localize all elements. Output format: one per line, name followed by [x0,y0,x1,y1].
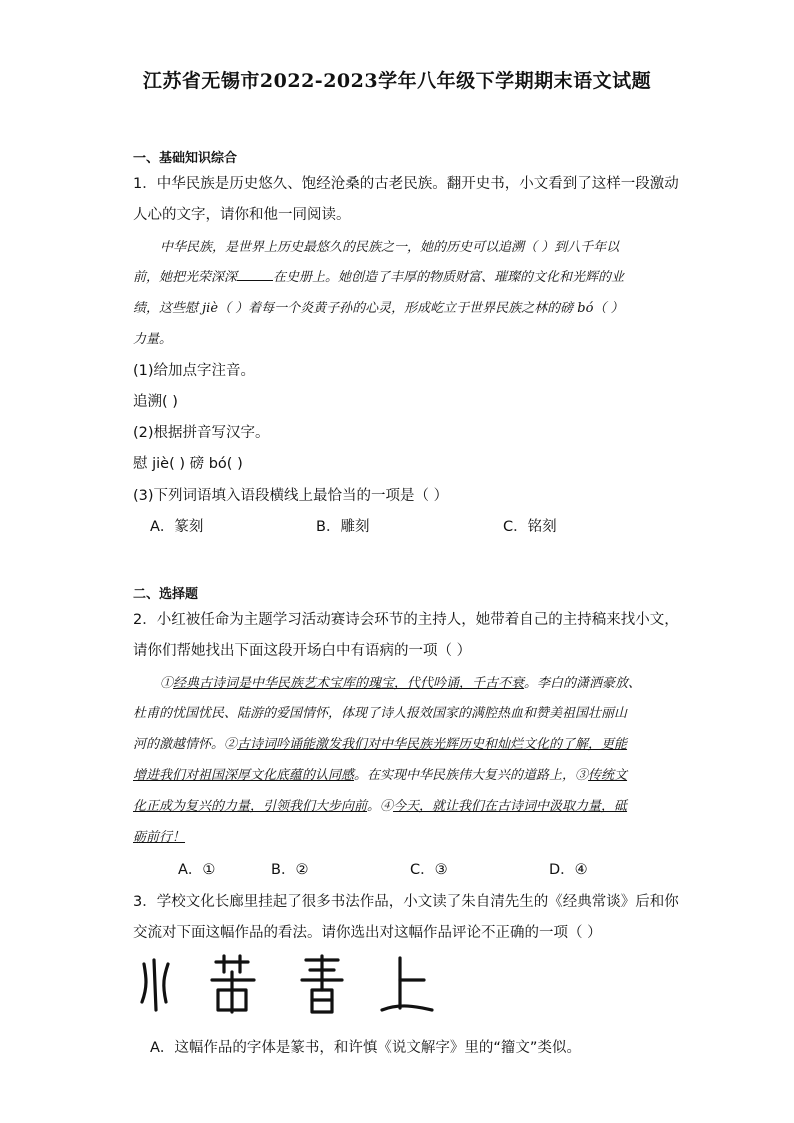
q2-passage-line1-rest: 。李白的潇洒豪放、 [524,676,642,691]
fill-blank-line [237,280,273,281]
q1-passage-line2 [133,266,624,285]
q1-option-a[interactable]: A．篆刻 [150,519,204,535]
q2-sentence-4-cont: 砺前行！ [133,830,186,845]
q2-option-b[interactable]: B．② [271,862,309,878]
q2-passage-line5 [133,795,627,814]
q2-sentence-2: 古诗词吟诵能激发我们对中华民族光辉历史和灿烂文化的了解，更能 [237,737,628,752]
q1-sub2-answer: 慰 jiè( ) 磅 bó( ) [133,456,243,472]
q2-sentence-4: 今天，就让我们在古诗词中汲取力量，砥 [393,799,628,814]
section-heading-2: 二、选择题 [133,587,199,602]
q2-option-d[interactable]: D．④ [549,862,588,878]
q1-passage-line2-b: 在史册上。她创造了丰厚的物质财富、璀璨的文化和光辉的业 [273,270,625,285]
q1-sub3: (3)下列词语填入语段横线上最恰当的一项是（ ） [133,488,449,504]
q2-passage-line4-b: 。在实现中华民族伟大复兴的道路上，③ [354,768,589,783]
q2-passage-line3-a: 河的激越情怀。② [133,737,238,752]
q2-sentence-3-cont: 化正成为复兴的力量，引领我们大步向前 [133,799,368,814]
q1-sub1-answer: 追溯( ) [133,394,178,410]
q3-stem-line1: 3．学校文化长廊里挂起了很多书法作品，小文读了朱自清先生的《经典常谈》后和你 [133,894,679,910]
q1-stem-line1: 1．中华民族是历史悠久、饱经沧桑的古老民族。翻开史书，小文看到了这样一段激动 [133,176,679,192]
q1-sub1: (1)给加点字注音。 [133,363,256,379]
q2-stem-line1: 2．小红被任命为主题学习活动赛诗会环节的主持人，她带着自己的主持稿来找小文， [133,612,679,628]
section-heading-1: 一、基础知识综合 [133,151,238,166]
q3-stem-line2: 交流对下面这幅作品的看法。请你选出对这幅作品评论不正确的一项（ ） [133,925,602,941]
q2-passage-line3 [133,733,627,752]
seal-script-calligraphy-image [132,950,442,1022]
q2-sentence-3: 传统文 [588,768,628,783]
q1-stem-line2: 人心的文字，请你和他一同阅读。 [133,207,351,223]
q2-passage-line5-b: 。④ [367,799,394,814]
q2-passage-line4 [133,764,627,783]
q2-option-c[interactable]: C．③ [410,862,448,878]
q1-option-b[interactable]: B．雕刻 [316,519,370,535]
q1-passage-line4: 力量。 [133,332,173,347]
q2-passage-line1-mark: ① [160,676,174,691]
q2-sentence-2-cont: 增进我们对祖国深厚文化底蕴的认同感 [133,768,355,783]
q2-stem-line2: 请你们帮她找出下面这段开场白中有语病的一项（ ） [133,643,472,659]
q1-passage-line2-a: 前，她把光荣深深 [133,270,238,285]
q2-option-a[interactable]: A．① [178,862,216,878]
page-title: 江苏省无锡市2022-2023学年八年级下学期期末语文试题 [142,70,652,92]
q2-sentence-1: 经典古诗词是中华民族艺术宝库的瑰宝，代代吟诵，千古不衰 [173,676,525,691]
q2-passage-line6 [133,826,185,845]
q2-passage-line1 [160,672,641,691]
q3-option-a[interactable]: A．这幅作品的字体是篆书，和许慎《说文解字》里的“籀文”类似。 [150,1040,581,1056]
q2-passage-line2: 杜甫的忧国忧民、陆游的爱国情怀，体现了诗人报效国家的满腔热血和赞美祖国壮丽山 [133,706,628,721]
q1-passage-line3: 绩，这些慰 jiè（ ）着每一个炎黄子孙的心灵，形成屹立于世界民族之林的磅 bó（ ） [133,301,624,316]
q1-sub2: (2)根据拼音写汉字。 [133,425,270,441]
q1-option-c[interactable]: C．铭刻 [503,519,557,535]
q1-passage-line1: 中华民族，是世界上历史最悠久的民族之一，她的历史可以追溯（ ）到八千年以 [160,240,620,255]
